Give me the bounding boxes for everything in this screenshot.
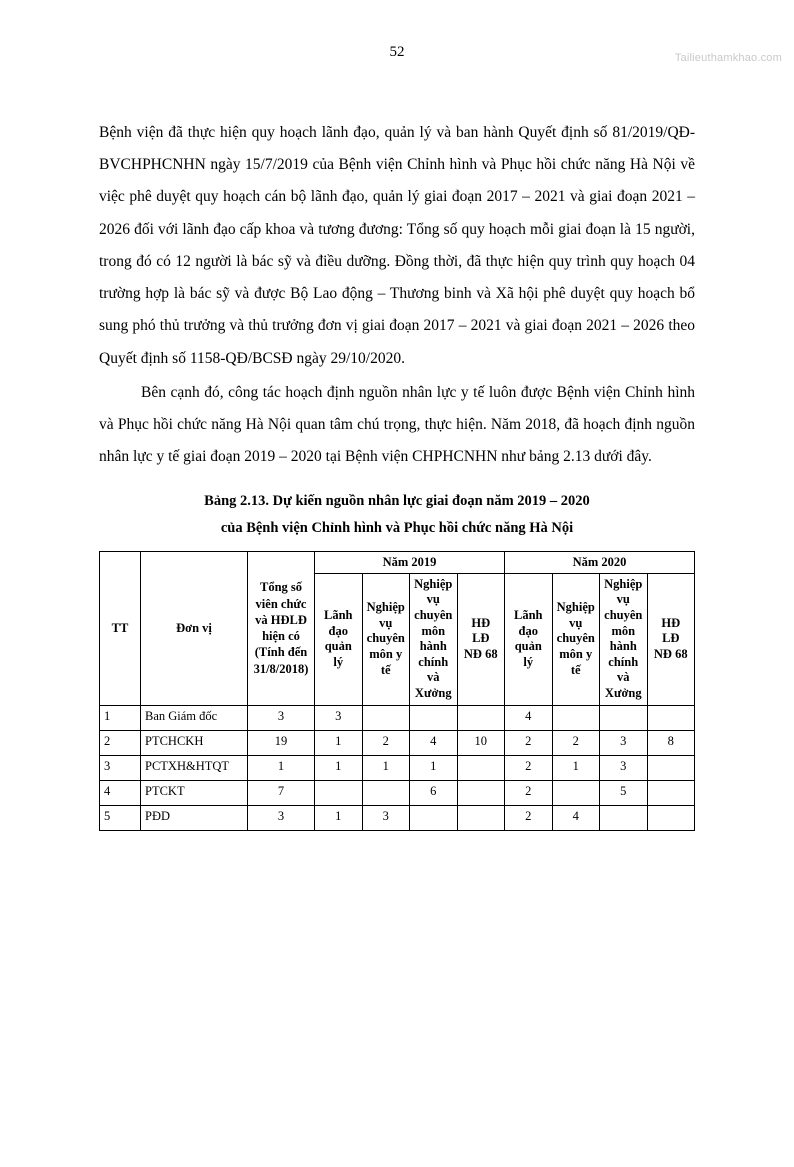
document-content bbox=[99, 61, 695, 831]
header-unit: Đơn vị bbox=[141, 551, 248, 705]
cell-2020-contract68 bbox=[647, 755, 695, 780]
cell-2019-leadership: 3 bbox=[315, 705, 363, 730]
cell-2019-medical: 1 bbox=[362, 755, 410, 780]
header-year-2020: Năm 2020 bbox=[505, 551, 695, 573]
cell-total: 1 bbox=[248, 755, 315, 780]
cell-2020-medical: 4 bbox=[552, 805, 600, 830]
page-number: 52 bbox=[389, 44, 405, 60]
cell-unit: PCTXH&HTQT bbox=[141, 755, 248, 780]
cell-2020-leadership: 4 bbox=[505, 705, 553, 730]
cell-2020-admin bbox=[600, 805, 648, 830]
table-body bbox=[100, 705, 695, 830]
header-2019-medical: Nghiệp vụ chuyên môn y tế bbox=[362, 573, 410, 705]
cell-2020-admin bbox=[600, 705, 648, 730]
cell-2019-leadership: 1 bbox=[315, 755, 363, 780]
cell-2019-medical bbox=[362, 705, 410, 730]
cell-2020-admin: 3 bbox=[600, 755, 648, 780]
cell-total: 7 bbox=[248, 780, 315, 805]
table-row bbox=[100, 755, 695, 780]
cell-2019-leadership: 1 bbox=[315, 730, 363, 755]
cell-2020-contract68 bbox=[647, 780, 695, 805]
header-tt: TT bbox=[100, 551, 141, 705]
cell-2020-contract68 bbox=[647, 705, 695, 730]
cell-2019-medical: 3 bbox=[362, 805, 410, 830]
cell-2020-contract68 bbox=[647, 805, 695, 830]
table-header-row-1 bbox=[100, 551, 695, 573]
cell-2020-admin: 5 bbox=[600, 780, 648, 805]
header-total: Tổng số viên chức và HĐLĐ hiện có (Tính đến 31/8/2018) bbox=[248, 551, 315, 705]
cell-2019-contract68 bbox=[457, 755, 505, 780]
paragraph-2: Bên cạnh đó, công tác hoạch định nguồn nhân lực y tế luôn được Bệnh viện Chỉnh hình và Phục hồi chức năng Hà Nội quan tâm chú trọng, thực hiện. Năm 2018, đã hoạch định nguồn nhân lực y tế giai đoạn 2019 – 2020 tại Bệnh viện CHPHCNHN như bảng 2.13 dưới đây. bbox=[99, 383, 695, 466]
cell-2020-leadership: 2 bbox=[505, 780, 553, 805]
cell-tt: 1 bbox=[100, 705, 141, 730]
table-caption-line-2: của Bệnh viện Chỉnh hình và Phục hồi chức năng Hà Nội bbox=[220, 520, 574, 537]
cell-total: 3 bbox=[248, 705, 315, 730]
header-2019-leadership: Lãnh đạo quản lý bbox=[315, 573, 363, 705]
cell-tt: 5 bbox=[100, 805, 141, 830]
table-row bbox=[100, 705, 695, 730]
cell-tt: 4 bbox=[100, 780, 141, 805]
cell-2020-medical: 2 bbox=[552, 730, 600, 755]
paragraph-1: Bệnh viện đã thực hiện quy hoạch lãnh đạo, quản lý và ban hành Quyết định số 81/2019/QĐ-BVCHPHCNHN ngày 15/7/2019 của Bệnh viện Chỉnh hình và Phục hồi chức năng Hà Nội về việc phê duyệt quy hoạch cán bộ lãnh đạo, quản lý giai đoạn 2017 – 2021 và giai đoạn 2021 – 2026 đối với lãnh đạo cấp khoa và tương đương: Tổng số quy hoạch mỗi giai đoạn là 15 người, trong đó có 12 người là bác sỹ và điều dưỡng. Đồng thời, đã thực hiện quy trình quy hoạch 04 trường hợp là bác sỹ và được Bộ Lao động – Thương binh và Xã hội phê duyệt quy hoạch bổ sung phó thủ trưởng và thủ trưởng đơn vị giai đoạn 2017 – 2021 và giai đoạn 2021 – 2026 theo Quyết định số 1158-QĐ/BCSĐ ngày 29/10/2020. bbox=[99, 124, 695, 367]
cell-2020-admin: 3 bbox=[600, 730, 648, 755]
cell-2020-leadership: 2 bbox=[505, 805, 553, 830]
table-row bbox=[100, 780, 695, 805]
cell-total: 19 bbox=[248, 730, 315, 755]
watermark: Tailieuthamkhao.com bbox=[674, 52, 782, 64]
cell-2019-contract68 bbox=[457, 705, 505, 730]
cell-2020-medical: 1 bbox=[552, 755, 600, 780]
cell-tt: 3 bbox=[100, 755, 141, 780]
cell-unit: PĐD bbox=[141, 805, 248, 830]
cell-2020-leadership: 2 bbox=[505, 730, 553, 755]
header-2019-admin: Nghiệp vụ chuyên môn hành chính và Xưởng bbox=[410, 573, 458, 705]
cell-2019-admin bbox=[410, 705, 458, 730]
header-2019-contract68: HĐ LĐ NĐ 68 bbox=[457, 573, 505, 705]
cell-2019-admin: 1 bbox=[410, 755, 458, 780]
cell-2020-leadership: 2 bbox=[505, 755, 553, 780]
cell-unit: PTCHCKH bbox=[141, 730, 248, 755]
cell-unit: PTCKT bbox=[141, 780, 248, 805]
header-2020-admin: Nghiệp vụ chuyên môn hành chính và Xưởng bbox=[600, 573, 648, 705]
table-row bbox=[100, 730, 695, 755]
cell-2019-contract68 bbox=[457, 780, 505, 805]
cell-2019-contract68 bbox=[457, 805, 505, 830]
cell-2019-medical bbox=[362, 780, 410, 805]
cell-total: 3 bbox=[248, 805, 315, 830]
header-year-2019: Năm 2019 bbox=[315, 551, 505, 573]
cell-2020-medical bbox=[552, 705, 600, 730]
cell-2019-admin: 6 bbox=[410, 780, 458, 805]
cell-2019-admin: 4 bbox=[410, 730, 458, 755]
header-2020-medical: Nghiệp vụ chuyên môn y tế bbox=[552, 573, 600, 705]
cell-2019-leadership bbox=[315, 780, 363, 805]
table-caption-line-1: Bảng 2.13. Dự kiến nguồn nhân lực giai đoạn năm 2019 – 2020 bbox=[204, 492, 590, 509]
header-2020-leadership: Lãnh đạo quản lý bbox=[505, 573, 553, 705]
cell-tt: 2 bbox=[100, 730, 141, 755]
cell-unit: Ban Giám đốc bbox=[141, 705, 248, 730]
cell-2020-contract68: 8 bbox=[647, 730, 695, 755]
cell-2019-admin bbox=[410, 805, 458, 830]
table-row bbox=[100, 805, 695, 830]
cell-2019-leadership: 1 bbox=[315, 805, 363, 830]
cell-2019-medical: 2 bbox=[362, 730, 410, 755]
header-2020-contract68: HĐ LĐ NĐ 68 bbox=[647, 573, 695, 705]
data-table bbox=[99, 551, 695, 831]
cell-2019-contract68: 10 bbox=[457, 730, 505, 755]
table-head bbox=[100, 551, 695, 705]
cell-2020-medical bbox=[552, 780, 600, 805]
